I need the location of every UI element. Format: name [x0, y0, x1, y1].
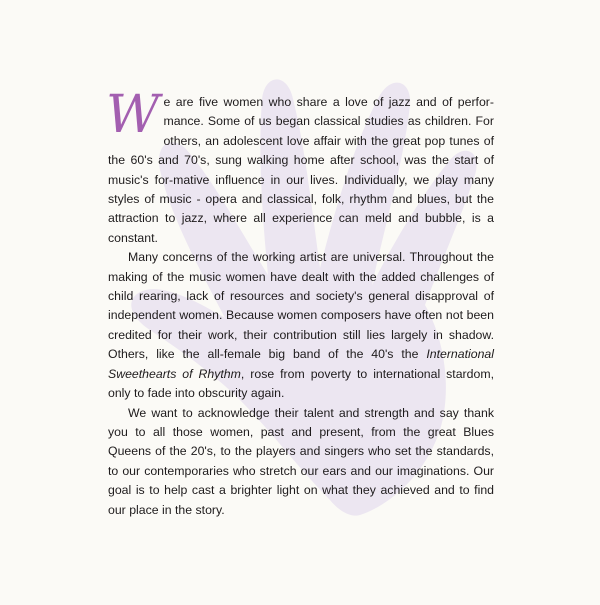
paragraph-3-text: We want to acknowledge their talent and strength and say thank you to all those women, past and present, from the great Blues Queens of the 20's, to the players and singers who set the standards, to our contemporaries who stretch our ears and our imaginations. Our goal is to help cast a brighter light on what they achieved and to find our place in the story.	[108, 405, 494, 517]
paragraph-2	[108, 248, 494, 403]
drop-cap: W	[106, 85, 160, 145]
paragraph-1	[106, 85, 494, 248]
paragraph-1-text: e are five women who share a love of jazz and of perfor-mance. Some of us began classical studies as children. For others, an adolescent love affair with the great pop tunes of the 60's and 70's, sung walking home after school, was the start of music's for-mative influence in our lives. Individually, we play many styles of music - opera and classical, folk, rhythm and blues, but the attraction to jazz, where all experience can meld and bubble, is a constant.	[108, 95, 494, 245]
liner-notes-text	[106, 85, 494, 520]
paragraph-2-text-after: , rose from poverty to international stardom, only to fade into obscurity again.	[108, 366, 494, 401]
paragraph-2-text: Many concerns of the working artist are universal. Throughout the making of the music women have dealt with the added challenges of child rearing, lack of resources and society's general disapproval of independent women. Because women composers have often not been credited for their work, their contribution still lies largely in shadow. Others, like the all-female big band of the 40's the	[108, 250, 494, 362]
paragraph-3	[108, 404, 494, 520]
band-name-italic: International Sweethearts of Rhythm	[108, 347, 494, 381]
